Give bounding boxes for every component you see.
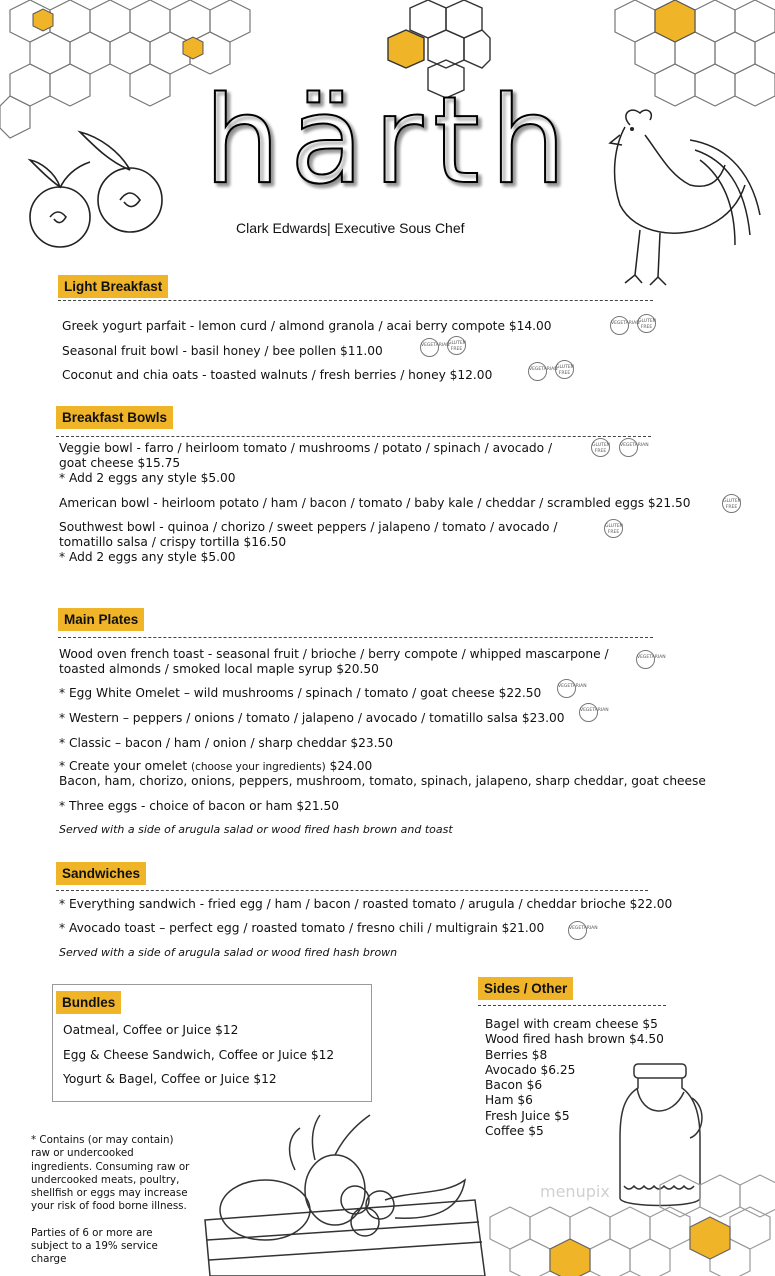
- vegetarian-icon: VEGETARIAN: [420, 338, 439, 357]
- menu-item: Southwest bowl - quinoa / chorizo / sweet peppers / jalapeno / tomato / avocado /: [59, 520, 558, 534]
- menu-item: * Add 2 eggs any style $5.00: [59, 550, 236, 564]
- side-item: Fresh Juice $5: [485, 1108, 570, 1123]
- menu-item: Bacon, ham, chorizo, onions, peppers, mushroom, tomato, spinach, jalapeno, sharp cheddar, goat cheese: [59, 774, 706, 788]
- create-omelet-price: $24.00: [325, 759, 373, 773]
- menu-item: American bowl - heirloom potato / ham / bacon / tomato / baby kale / cheddar / scrambled eggs $21.50: [59, 496, 691, 510]
- menu-item: * Avocado toast – perfect egg / roasted tomato / fresno chili / multigrain $21.00: [59, 921, 545, 935]
- sides-divider: [478, 1005, 666, 1006]
- watermark: menupix: [540, 1182, 610, 1201]
- menu-item: toasted almonds / smoked local maple syrup $20.50: [59, 662, 379, 676]
- honeycomb-bottom-right-illustration: [490, 1175, 775, 1276]
- create-omelet-hint: (choose your ingredients): [190, 761, 326, 773]
- side-item: Bacon $6: [485, 1078, 543, 1093]
- vegetarian-icon: VEGETARIAN: [568, 921, 587, 940]
- vegetarian-icon: VEGETARIAN: [557, 679, 576, 698]
- bundle-item: Yogurt & Bagel, Coffee or Juice $12: [63, 1072, 277, 1086]
- side-item: Ham $6: [485, 1093, 533, 1108]
- gluten-free-icon: GLUTEN FREE: [447, 336, 466, 355]
- service-charge-note: Parties of 6 or more are subject to a 19% service charge: [31, 1226, 158, 1266]
- sides-heading: Sides / Other: [478, 977, 573, 1000]
- disclaimer: [31, 1134, 191, 1267]
- side-item: Wood fired hash brown $4.50: [485, 1032, 664, 1047]
- chef-credit: Clark Edwards| Executive Sous Chef: [236, 220, 465, 236]
- menu-item: * Add 2 eggs any style $5.00: [59, 471, 236, 485]
- vegetarian-icon: VEGETARIAN: [636, 650, 655, 669]
- vegetarian-icon: VEGETARIAN: [528, 362, 547, 381]
- menu-item: * Classic – bacon / ham / onion / sharp cheddar $23.50: [59, 736, 393, 750]
- main-plates-note: Served with a side of arugula salad or wood fired hash brown and toast: [59, 823, 453, 836]
- menu-item: Greek yogurt parfait - lemon curd / almond granola / acai berry compote $14.00: [62, 319, 552, 333]
- breakfast-bowls-heading: Breakfast Bowls: [56, 406, 173, 429]
- menu-item: Seasonal fruit bowl - basil honey / bee pollen $11.00: [62, 344, 383, 358]
- gluten-free-icon: GLUTEN FREE: [637, 314, 656, 333]
- gluten-free-icon: GLUTEN FREE: [555, 360, 574, 379]
- gluten-free-icon: GLUTEN FREE: [604, 519, 623, 538]
- vegetarian-icon: VEGETARIAN: [610, 316, 629, 335]
- bundle-item: Oatmeal, Coffee or Juice $12: [63, 1023, 239, 1037]
- create-omelet-label: * Create your omelet: [59, 759, 191, 773]
- gluten-free-icon: GLUTEN FREE: [722, 494, 741, 513]
- rooster-illustration: [600, 105, 765, 290]
- produce-crate-illustration: [195, 1110, 495, 1276]
- vegetarian-icon: VEGETARIAN: [579, 703, 598, 722]
- raw-food-warning: * Contains (or may contain) raw or undercooked ingredients. Consuming raw or undercooked meats, poultry, shellfish or eggs may increase your risk of food borne illness.: [31, 1134, 190, 1213]
- side-item: Bagel with cream cheese $5: [485, 1017, 658, 1031]
- menu-item: * Western – peppers / onions / tomato / jalapeno / avocado / tomatillo salsa $23.00: [59, 711, 565, 725]
- sandwiches-divider: [56, 890, 648, 891]
- fruit-illustration: [20, 122, 170, 262]
- main-plates-heading: Main Plates: [58, 608, 144, 631]
- honeycomb-top-right-illustration: [610, 0, 775, 115]
- brand-name: härth: [203, 72, 577, 211]
- menu-item: * Three eggs - choice of bacon or ham $21.50: [59, 799, 340, 813]
- bundles-heading: Bundles: [56, 991, 121, 1014]
- brand-logo: [190, 72, 590, 211]
- light-breakfast-heading: Light Breakfast: [58, 275, 168, 298]
- menu-item: goat cheese $15.75: [59, 456, 181, 470]
- menu-item: Veggie bowl - farro / heirloom tomato / mushrooms / potato / spinach / avocado /: [59, 441, 553, 455]
- vegetarian-icon: VEGETARIAN: [619, 438, 638, 457]
- sandwiches-note: Served with a side of arugula salad or wood fired hash brown: [59, 946, 398, 959]
- gluten-free-icon: GLUTEN FREE: [591, 438, 610, 457]
- menu-item: tomatillo salsa / crispy tortilla $16.50: [59, 535, 287, 549]
- menu-item: * Everything sandwich - fried egg / ham / bacon / roasted tomato / arugula / cheddar brioche $22.00: [59, 897, 673, 911]
- menu-item: Coconut and chia oats - toasted walnuts / fresh berries / honey $12.00: [62, 368, 493, 382]
- side-item: Coffee $5: [485, 1124, 544, 1139]
- side-item: Berries $8: [485, 1047, 548, 1062]
- bundle-item: Egg & Cheese Sandwich, Coffee or Juice $12: [63, 1048, 335, 1062]
- breakfast-bowls-divider: [56, 436, 651, 437]
- main-plates-divider: [58, 637, 653, 638]
- light-breakfast-divider: [58, 300, 653, 301]
- menu-item: * Egg White Omelet – wild mushrooms / spinach / tomato / goat cheese $22.50: [59, 686, 542, 700]
- sandwiches-heading: Sandwiches: [56, 862, 146, 885]
- side-item: Avocado $6.25: [485, 1062, 576, 1077]
- menu-item: Wood oven french toast - seasonal fruit / brioche / berry compote / whipped mascarpone /: [59, 647, 609, 661]
